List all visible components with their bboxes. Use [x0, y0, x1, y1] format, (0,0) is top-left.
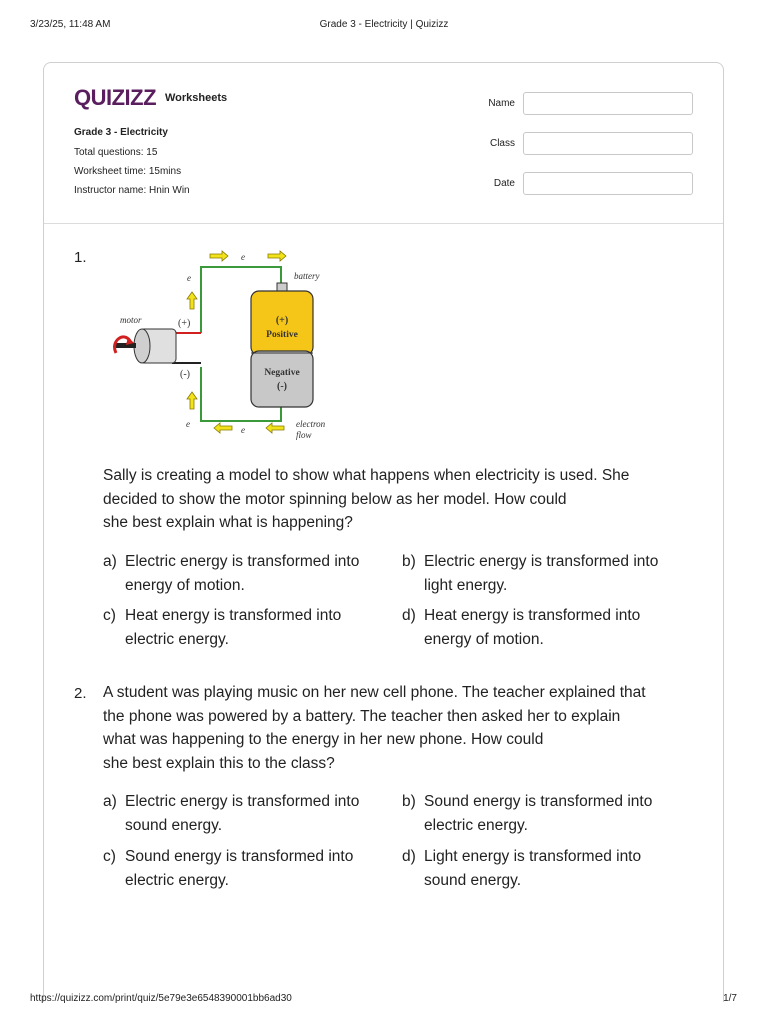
option-text-line-1: Light energy is transformed into — [424, 848, 642, 865]
worksheet-card — [43, 62, 724, 1002]
electron-label-top: e — [241, 252, 245, 262]
quizizz-logo — [74, 84, 160, 110]
motor-minus-terminal: (-) — [180, 369, 190, 380]
option-text-line-2: sound energy. — [125, 816, 223, 834]
print-url: https://quizizz.com/print/quiz/5e79e3e6548390001bb6ad30 — [30, 993, 292, 1004]
bottom-arrows — [214, 423, 284, 433]
left-arrow-1 — [187, 292, 197, 309]
print-tab-title: Grade 3 - Electricity | Quizizz — [319, 19, 449, 30]
question-2-line-3: what was happening to the energy in her new phone. How could — [103, 731, 544, 748]
battery-negative-sign: (-) — [277, 381, 287, 392]
option-letter: a) — [103, 553, 117, 570]
option-text-line-1: Electric energy is transformed into — [125, 553, 360, 570]
question-2-number: 2. — [74, 685, 87, 702]
quizizz-logo-mark — [74, 84, 160, 110]
option-letter: d) — [402, 848, 416, 865]
question-1-line-2: decided to show the motor spinning below as her model. How could — [103, 490, 567, 508]
option-text-line-1: Heat energy is transformed into — [424, 607, 641, 624]
option-letter: d) — [402, 607, 416, 624]
total-questions: Total questions: 15 — [74, 147, 158, 158]
motor-label: motor — [120, 315, 142, 325]
left-arrow-2 — [187, 392, 197, 409]
left-arrows — [187, 292, 197, 409]
option-text-line-2: energy of motion. — [424, 630, 544, 648]
circuit-diagram — [106, 245, 346, 445]
option-text-line-1: Electric energy is transformed into — [125, 793, 360, 810]
top-arrow-1 — [210, 251, 228, 261]
option-text-line-2: light energy. — [424, 576, 508, 594]
option-letter: c) — [103, 607, 116, 624]
class-field[interactable] — [523, 132, 693, 155]
worksheet-title: Grade 3 - Electricity — [74, 127, 168, 138]
print-header — [0, 19, 768, 33]
option-letter: b) — [402, 793, 416, 810]
print-timestamp: 3/23/25, 11:48 AM — [30, 19, 111, 30]
option-text-line-1: Sound energy is transformed into — [125, 848, 354, 865]
battery-negative-label: Negative — [264, 368, 300, 378]
question-2-text — [103, 681, 703, 775]
bottom-arrow-1 — [214, 423, 232, 433]
worksheet-time: Worksheet time: 15mins — [74, 166, 182, 177]
bottom-arrow-2 — [266, 423, 284, 433]
instructor-name: Instructor name: Hnin Win — [74, 185, 190, 196]
battery-bottom-half — [251, 351, 313, 407]
battery-label: battery — [294, 271, 320, 281]
electron-flow-label-2: flow — [296, 430, 312, 440]
option-text-line-2: electric energy. — [125, 630, 229, 648]
page-indicator: 1/7 — [723, 993, 737, 1004]
question-2-line-2: the phone was powered by a battery. The teacher then asked her to explain — [103, 707, 621, 725]
option-text-line-1: Heat energy is transformed into — [125, 607, 342, 624]
circuit-diagram-figure — [106, 245, 346, 445]
date-field[interactable] — [523, 172, 693, 195]
question-1-line-1: Sally is creating a model to show what happens when electricity is used. She — [103, 467, 630, 484]
option-letter: c) — [103, 848, 116, 865]
option-text-line-1: Electric energy is transformed into — [424, 553, 659, 570]
electron-label-left-bottom: e — [186, 419, 190, 429]
class-label: Class — [489, 138, 515, 149]
option-letter: a) — [103, 793, 117, 810]
option-text-line-2: electric energy. — [125, 871, 229, 889]
motor-shaft — [114, 343, 136, 348]
question-1-line-3: she best explain what is happening? — [103, 514, 353, 531]
option-text-line-2: energy of motion. — [125, 576, 245, 594]
option-letter: b) — [402, 553, 416, 570]
name-field[interactable] — [523, 92, 693, 115]
option-text-line-2: electric energy. — [424, 816, 528, 834]
electron-flow-label-1: electron — [296, 419, 326, 429]
motor-end — [134, 329, 150, 363]
name-label: Name — [488, 98, 515, 109]
question-2-line-4: she best explain this to the class? — [103, 754, 335, 772]
battery-positive-label: Positive — [266, 330, 298, 340]
top-arrows — [210, 251, 286, 261]
top-arrow-2 — [268, 251, 286, 261]
motor-plus-terminal: (+) — [178, 318, 191, 329]
worksheet-header — [44, 63, 723, 224]
option-text-line-1: Sound energy is transformed into — [424, 793, 653, 810]
logo-subtitle: Worksheets — [165, 92, 228, 104]
date-label: Date — [493, 178, 515, 189]
battery-positive-sign: (+) — [275, 315, 289, 326]
electron-label-bottom: e — [241, 425, 245, 435]
quizizz-logo-text: QUIZIZZ — [74, 85, 157, 110]
question-2-line-1: A student was playing music on her new cell phone. The teacher explained that — [103, 684, 646, 701]
question-1-number: 1. — [74, 249, 87, 266]
question-1-text — [103, 464, 703, 535]
option-text-line-2: sound energy. — [424, 871, 522, 889]
electron-label-left-top: e — [187, 273, 191, 283]
